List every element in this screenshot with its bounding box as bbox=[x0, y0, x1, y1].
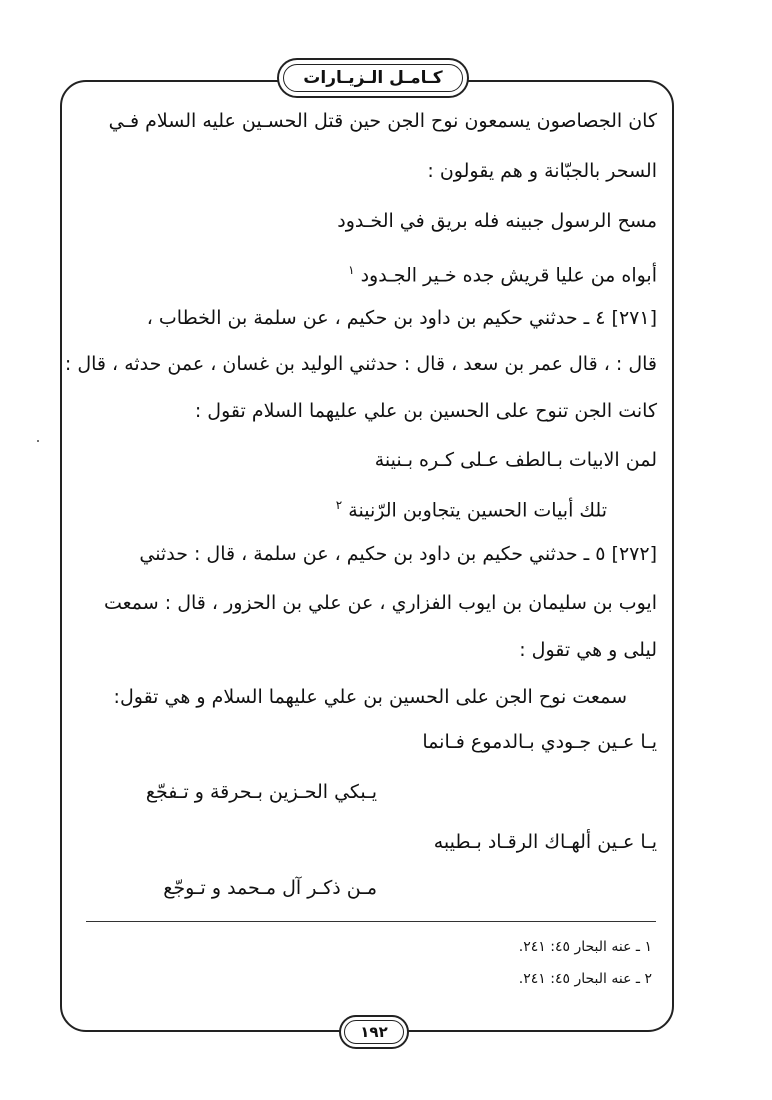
text-line: كانت الجن تنوح على الحسين بن علي عليهما السلام تقول : bbox=[194, 400, 657, 422]
footnote-1: ١ ـ عنه البحار ٤٥: ٢٤١. bbox=[518, 939, 652, 955]
footnote-separator bbox=[86, 921, 656, 922]
text-line: مسح الرسول جبينه فله بريق في الخـدود bbox=[337, 210, 657, 232]
verse-text: تلك أبيات الحسين يتجاوبن الرّنينة bbox=[348, 499, 607, 522]
verse-line: يـبكي الحـزين بـحرقة و تـفجّع bbox=[145, 781, 377, 803]
verse-line: لمن الابيات بـالطف عـلى كـره بـنينة bbox=[374, 449, 657, 471]
header-tab bbox=[277, 58, 469, 98]
text-line: سمعت نوح الجن على الحسين بن علي عليهما السلام و هي تقول: bbox=[113, 686, 627, 708]
text-line: السحر بالجبّانة و هم يقولون : bbox=[427, 160, 657, 182]
hadith-271: [٢٧١] ٤ ـ حدثني حكيم بن داود بن حكيم ، عن سلمة بن الخطاب ، bbox=[146, 307, 657, 329]
verse-line-with-footnote bbox=[332, 491, 607, 524]
hadith-272: [٢٧٢] ٥ ـ حدثني حكيم بن داود بن حكيم ، عن سلمة ، قال : حدثني bbox=[139, 543, 657, 565]
footnote-mark-2: ٢ bbox=[335, 498, 343, 512]
text-line: كان الجصاصون يسمعون نوح الجن حين قتل الحسـين عليه السلام فـي bbox=[108, 110, 657, 132]
page-number-tab bbox=[339, 1015, 409, 1049]
verse-text: أبواه من عليا قريش جده خـير الجـدود bbox=[360, 264, 657, 287]
text-line: قال : ، قال عمر بن سعد ، قال : حدثني الوليد بن غسان ، عمن حدثه ، قال : bbox=[64, 353, 657, 375]
footnote-mark-1: ١ bbox=[348, 263, 355, 277]
book-title: كـامـل الـزيـارات bbox=[303, 68, 443, 88]
verse-line: مـن ذكـر آل مـحمد و تـوجّع bbox=[163, 877, 377, 899]
footnote-2: ٢ ـ عنه البحار ٤٥: ٢٤١. bbox=[518, 971, 652, 987]
verse-line: يـا عـين ألهـاك الرقـاد بـطيبه bbox=[433, 831, 657, 853]
text-line: ايوب بن سليمان بن ايوب الفزاري ، عن علي بن الحزور ، قال : سمعت bbox=[103, 592, 657, 614]
verse-line-with-footnote bbox=[344, 256, 657, 289]
verse-line: يـا عـين جـودي بـالدموع فـانما bbox=[422, 731, 657, 753]
scan-dot bbox=[37, 440, 39, 442]
page-number: ١٩٢ bbox=[360, 1023, 388, 1041]
text-line: ليلى و هي تقول : bbox=[519, 639, 657, 661]
